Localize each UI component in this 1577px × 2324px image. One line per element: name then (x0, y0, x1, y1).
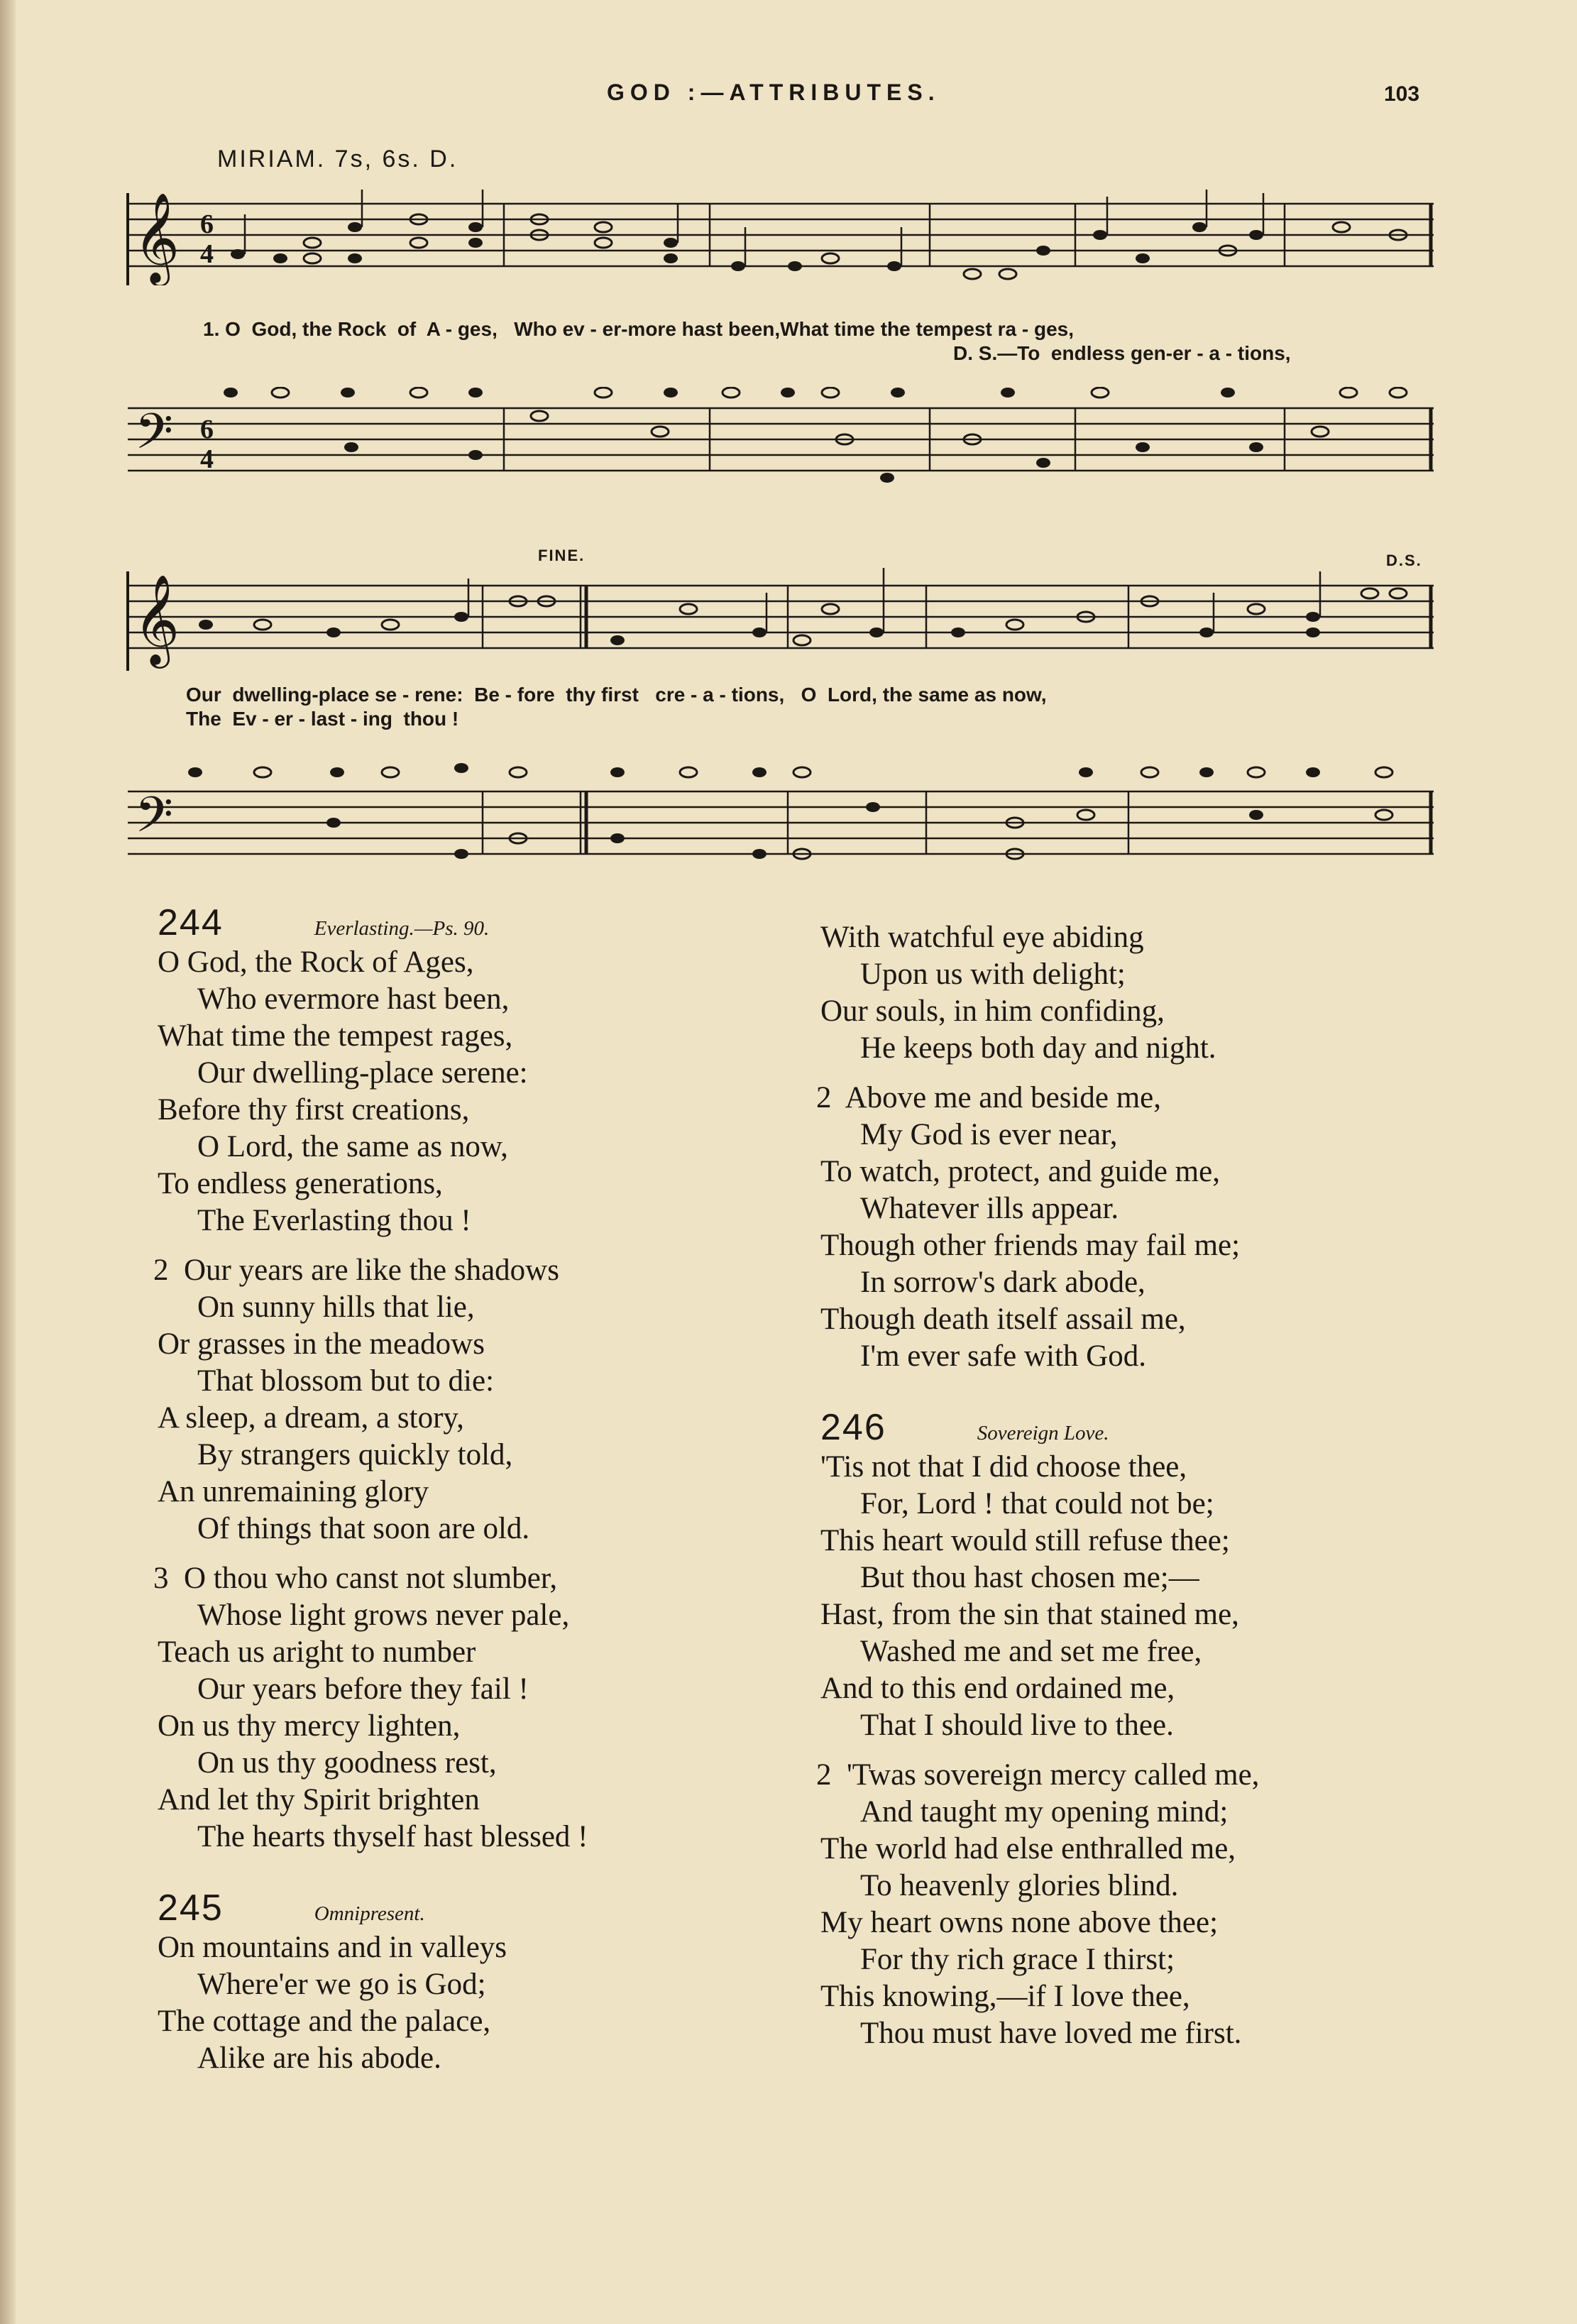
verse-line: But thou hast chosen me;— (860, 1561, 1199, 1594)
verse-line: In sorrow's dark abode, (860, 1266, 1145, 1299)
verse-line: The hearts thyself hast blessed ! (197, 1820, 588, 1853)
verse-line: Or grasses in the meadows (158, 1327, 485, 1361)
verse-line: With watchful eye abiding (820, 921, 1144, 954)
treble-staff-2-graphic (121, 564, 1441, 671)
verse-line: This knowing,—if I love thee, (820, 1980, 1190, 2013)
verse-line: On mountains and in valleys (158, 1931, 507, 1964)
hymn-244-heading (158, 901, 740, 944)
svg-text:6: 6 (200, 415, 214, 444)
verse-line: Washed me and set me free, (860, 1635, 1202, 1668)
hymn-245-stanza-1b (820, 919, 1438, 1067)
verse-line: That I should live to thee. (860, 1709, 1174, 1742)
verse-line: And taught my opening mind; (860, 1795, 1229, 1829)
tune-lyrics-line2-b: The Ev - er - last - ing thou ! (186, 708, 459, 730)
treble-staff-2 (121, 564, 1441, 671)
verse-line: To endless generations, (158, 1167, 443, 1200)
hymn-number: 245 (158, 1887, 224, 1929)
hymn-text-right-column (816, 919, 1438, 2052)
verse-line: 'Tis not that I did choose thee, (820, 1450, 1187, 1484)
hymn-245-stanza-1a (158, 1929, 740, 2077)
tune-lyrics-line1-verse: 1. O God, the Rock of A - ges, Who ev - er-more hast been,What time the tempest ra - ges, (203, 318, 1075, 340)
hymn-244-stanza-2 (153, 1252, 740, 1547)
verse-line: Upon us with delight; (860, 958, 1126, 991)
page-binding-edge (0, 0, 16, 2324)
verse-line: The cottage and the palace, (158, 2005, 491, 2038)
verse-line: And let thy Spirit brighten (158, 1783, 480, 1816)
verse-line: My God is ever near, (860, 1118, 1118, 1151)
running-header (0, 80, 1577, 115)
verse-line: Thou must have loved me first. (860, 2017, 1242, 2050)
verse-line: What time the tempest rages, (158, 1019, 513, 1053)
verse-line: The world had else enthralled me, (820, 1832, 1236, 1865)
hymn-244-stanza-1 (158, 944, 740, 1239)
verse-line: Though other friends may fail me; (820, 1229, 1241, 1262)
hymn-244-stanza-3 (153, 1560, 740, 1856)
verse-line: Whose light grows never pale, (197, 1599, 570, 1632)
verse-line: On us thy mercy lighten, (158, 1709, 461, 1743)
verse-line: On sunny hills that lie, (197, 1290, 475, 1324)
verse-line: Where'er we go is God; (197, 1968, 486, 2001)
verse-line: Hast, from the sin that stained me, (820, 1598, 1239, 1631)
verse-line: To heavenly glories blind. (860, 1869, 1179, 1902)
verse-line: An unremaining glory (158, 1475, 429, 1508)
verse-line: 2 'Twas sovereign mercy called me, (816, 1758, 1260, 1792)
verse-line: Our dwelling-place serene: (197, 1056, 528, 1090)
bass-staff-2 (121, 752, 1441, 880)
svg-text:𝄢: 𝄢 (135, 402, 174, 472)
svg-text:𝄢: 𝄢 (135, 786, 174, 855)
svg-text:𝄞: 𝄞 (133, 192, 180, 283)
verse-line: Our souls, in him confiding, (820, 994, 1165, 1028)
verse-line: Our years before they fail ! (197, 1672, 529, 1706)
verse-line: O God, the Rock of Ages, (158, 946, 474, 979)
verse-line: And to this end ordained me, (820, 1672, 1175, 1705)
svg-text:4: 4 (200, 239, 214, 269)
hymn-title: Sovereign Love. (977, 1422, 1109, 1445)
verse-line: Teach us aright to number (158, 1635, 476, 1669)
svg-text:6: 6 (200, 209, 214, 239)
bass-staff-1 (121, 387, 1441, 508)
verse-line: A sleep, a dream, a story, (158, 1401, 464, 1435)
verse-line: I'm ever safe with God. (860, 1339, 1146, 1373)
tune-heading: MIRIAM. 7s, 6s. D. (217, 146, 458, 172)
verse-line: For, Lord ! that could not be; (860, 1487, 1214, 1520)
hymn-number: 244 (158, 902, 224, 943)
verse-line: 2 Above me and beside me, (816, 1081, 1162, 1114)
verse-line: For thy rich grace I thirst; (860, 1943, 1175, 1976)
verse-line: That blossom but to die: (197, 1364, 495, 1398)
tune-lyrics-line2-a: Our dwelling-place se - rene: Be - fore thy first cre - a - tions, O Lord, the same as now, (186, 684, 1047, 706)
treble-staff-1-graphic (121, 186, 1441, 285)
verse-line: Of things that soon are old. (197, 1512, 530, 1545)
verse-line: To watch, protect, and guide me, (820, 1155, 1220, 1188)
hymn-246-stanza-1 (820, 1449, 1438, 1744)
running-title: GOD :—ATTRIBUTES. (607, 80, 940, 105)
da-segno-mark: D.S. (1386, 552, 1422, 569)
svg-text:4: 4 (200, 444, 214, 474)
verse-line: Whatever ills appear. (860, 1192, 1119, 1225)
verse-line: Before thy first creations, (158, 1093, 470, 1127)
hymn-246-heading (820, 1406, 1438, 1449)
verse-line: O Lord, the same as now, (197, 1130, 508, 1163)
verse-line: My heart owns none above thee; (820, 1906, 1219, 1939)
verse-line: The Everlasting thou ! (197, 1204, 471, 1237)
verse-line: He keeps both day and night. (860, 1031, 1216, 1065)
fine-mark: FINE. (538, 547, 586, 564)
hymn-number: 246 (820, 1407, 886, 1448)
verse-line: Alike are his abode. (197, 2041, 441, 2075)
bass-staff-1-graphic (121, 387, 1441, 508)
hymn-title: Everlasting.—Ps. 90. (314, 917, 490, 940)
hymn-245-stanza-2 (816, 1080, 1438, 1375)
hymn-245-heading (158, 1887, 740, 1929)
verse-line: 2 Our years are like the shadows (153, 1254, 559, 1287)
verse-line: By strangers quickly told, (197, 1438, 513, 1471)
svg-text:𝄞: 𝄞 (133, 574, 180, 664)
hymn-title: Omnipresent. (314, 1902, 425, 1925)
verse-line: On us thy goodness rest, (197, 1746, 497, 1780)
tune-lyrics-line1-ds: D. S.—To endless gen-er - a - tions, (953, 342, 1291, 364)
page-number: 103 (1384, 82, 1420, 106)
treble-staff-1 (121, 186, 1441, 285)
hymn-246-stanza-2 (816, 1757, 1438, 2052)
verse-line: 3 O thou who canst not slumber, (153, 1562, 558, 1595)
verse-line: Who evermore hast been, (197, 982, 510, 1016)
hymn-text-left-column (153, 901, 740, 2077)
verse-line: Though death itself assail me, (820, 1303, 1186, 1336)
verse-line: This heart would still refuse thee; (820, 1524, 1230, 1557)
bass-staff-2-graphic (121, 752, 1441, 880)
